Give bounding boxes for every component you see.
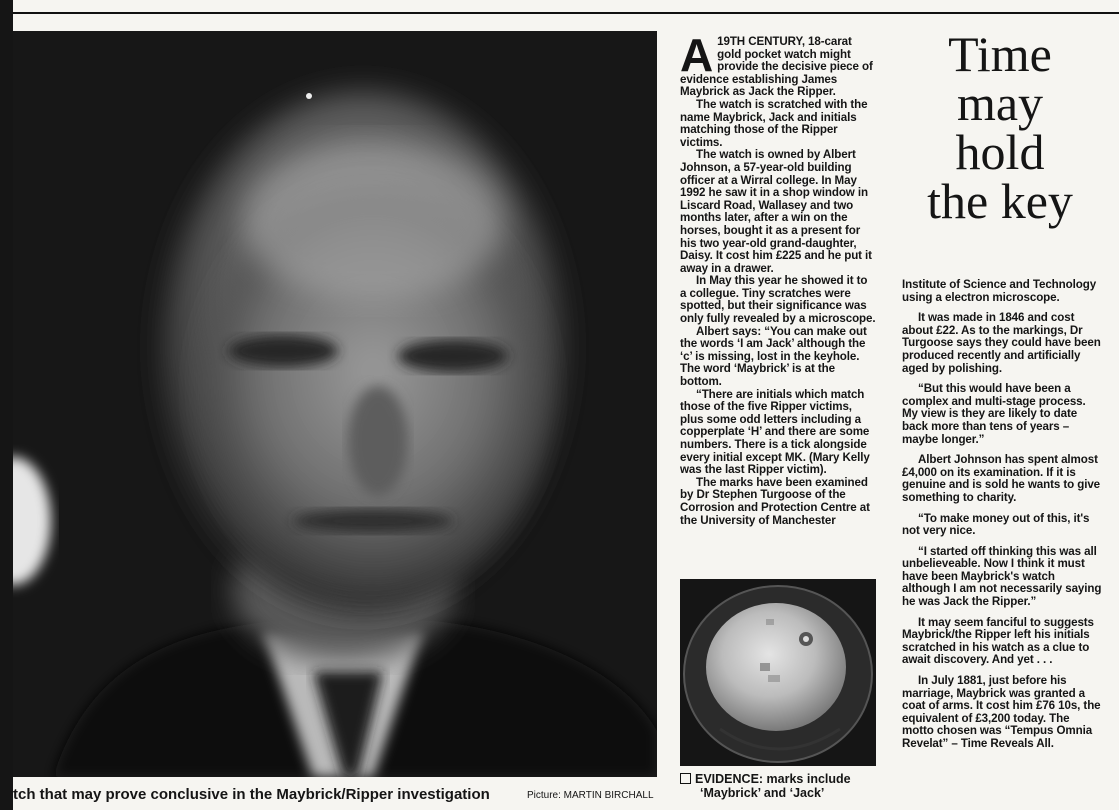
article-paragraph: It was made in 1846 and cost about £22. As to the markings, Dr Turgoose says they could have been produced recently and artificially aged by polishing. — [902, 311, 1101, 375]
article-paragraph: The watch is owned by Albert Johnson, a 57-year-old building officer at a Wirral college. In May 1992 he saw it in a shop window in Liscard Road, Wallasey and two months later, after a win on the horses, bought it as a present for his two year-old grand-daughter, Daisy. It cost him £225 and he put it away in a drawer. — [680, 148, 872, 275]
article-paragraph: Institute of Science and Technology using a electron microscope. — [902, 278, 1097, 304]
article-paragraph: “There are initials which match those of the five Ripper victims, plus some odd letters including a copperplate ‘H’ and there are some numbers. There is a tick alongside every initial except MK. (Mary Kelly was the last Ripper victim). — [680, 387, 870, 477]
article-paragraph: “I started off thinking this was all unbelieveable. Now I think it must have been Maybrick's watch although I am not necessarily saying he was Jack the Ripper.” — [902, 544, 1102, 609]
page-edge-shadow — [0, 0, 13, 810]
portrait-photo — [13, 31, 657, 777]
watch-photo — [680, 579, 876, 766]
lead-text: 19TH CENTURY, 18-carat gold pocket watch might provide the decisive piece of evidence establishing James Maybrick as Jack the Ripper. — [680, 35, 873, 99]
article-column-2 — [902, 279, 1102, 759]
article-paragraph-lead — [680, 29, 876, 99]
headline — [905, 26, 1095, 229]
inset-caption-line: ‘Maybrick’ and ‘Jack’ — [700, 786, 825, 800]
article-paragraph: The marks have been examined by Dr Stephen Turgoose of the Corrosion and Protection Centre at the University of Manchester — [680, 475, 870, 527]
top-rule — [13, 12, 1119, 14]
drop-cap: A — [680, 29, 714, 81]
article-paragraph: “But this would have been a complex and multi-stage process. My view is they are likely to date back more than tens of years – maybe longer.” — [902, 382, 1086, 446]
photo-caption: tch that may prove conclusive in the Maybrick/Ripper investigation — [13, 786, 490, 803]
headline-line: Time — [948, 26, 1052, 82]
article-paragraph: In May this year he showed it to a collegue. Tiny scratches were spotted, but their significance was only fully revealed by a microscope. — [680, 274, 876, 326]
article-paragraph: It may seem fanciful to suggests Maybrick/the Ripper left his initials scratched in his watch as a clue to await discovery. And yet . . . — [902, 615, 1094, 667]
article-paragraph: Albert says: “You can make out the words ‘I am Jack’ although the ‘c’ is missing, lost in the keyhole. The word ‘Maybrick’ is at the bottom. — [680, 324, 867, 389]
inset-caption — [680, 772, 880, 800]
article-paragraph: Albert Johnson has spent almost £4,000 on its examination. If it is genuine and is sold he wants to give something to charity. — [902, 453, 1101, 504]
portrait-illustration — [13, 31, 657, 777]
square-bullet-icon — [680, 773, 691, 784]
headline-line: the key — [927, 173, 1073, 229]
article-paragraph: In July 1881, just before his marriage, Maybrick was granted a coat of arms. It cost him £76 10s, the equivalent of £3,200 today. The motto chosen was “Tempus Omnia Revelat” – Time Reveals All. — [902, 674, 1101, 750]
inset-caption-line: EVIDENCE: marks include — [695, 772, 851, 786]
photo-credit: Picture: MARTIN BIRCHALL — [527, 790, 654, 801]
article-paragraph: The watch is scratched with the name Maybrick, Jack and initials matching those of the Ripper victims. — [680, 97, 868, 149]
article-column-1 — [680, 29, 876, 527]
watch-illustration — [680, 579, 876, 766]
headline-line: hold — [955, 124, 1045, 180]
article-paragraph: “To make money out of this, it's not very nice. — [902, 511, 1090, 538]
headline-line: may — [956, 75, 1044, 131]
